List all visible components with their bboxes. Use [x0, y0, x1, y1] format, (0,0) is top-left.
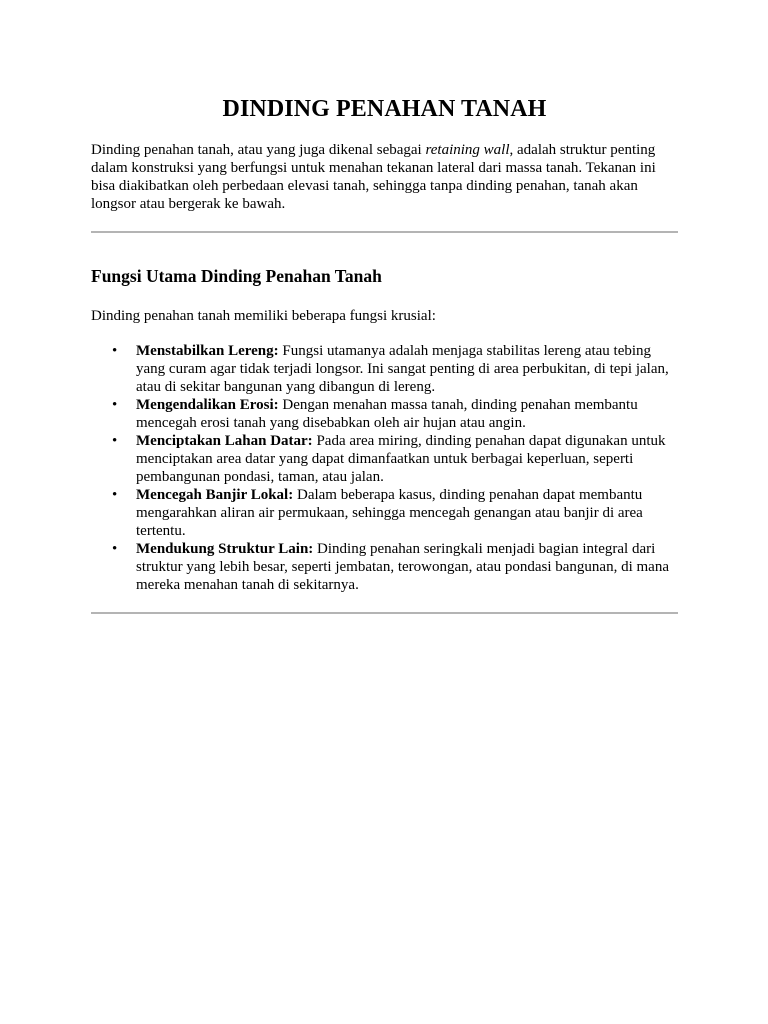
item-term: Menciptakan Lahan Datar: [136, 433, 313, 449]
divider-bottom [91, 612, 678, 614]
item-text: Fungsi utamanya adalah menjaga stabilitas lereng atau tebing yang curam agar tidak terjadi longsor. Ini sangat penting di area perbukitan, di tepi jalan, atau di sekitar bangunan yang dibangun di lereng. [136, 343, 669, 395]
item-term: Menstabilkan Lereng: [136, 343, 279, 359]
divider-top [91, 231, 678, 233]
list-item [91, 396, 678, 432]
bullet-icon: • [112, 397, 118, 413]
bullet-icon: • [112, 433, 118, 449]
intro-text-start: Dinding penahan tanah, atau yang juga dikenal sebagai [91, 142, 426, 158]
intro-paragraph [91, 141, 678, 213]
intro-emphasis: retaining wall [425, 142, 510, 158]
item-term: Mengendalikan Erosi: [136, 397, 279, 413]
list-item [91, 540, 678, 594]
intro-text-end: , adalah struktur penting dalam konstruksi yang berfungsi untuk menahan tekanan lateral dari massa tanah. Tekanan ini bisa diakibatkan oleh perbedaan elevasi tanah, sehingga tanpa dinding penahan, tanah akan longsor atau bergerak ke bawah. [91, 142, 656, 212]
item-text: Dengan menahan massa tanah, dinding penahan membantu mencegah erosi tanah yang disebabkan oleh air hujan atau angin. [136, 397, 638, 431]
bullet-icon: • [112, 487, 118, 503]
item-text: Pada area miring, dinding penahan dapat digunakan untuk menciptakan area datar yang dapat dimanfaatkan untuk berbagai keperluan, seperti pembangunan pondasi, taman, atau jalan. [136, 433, 666, 485]
item-term: Mendukung Struktur Lain: [136, 541, 314, 557]
bullet-icon: • [112, 343, 118, 359]
item-text: Dinding penahan seringkali menjadi bagian integral dari struktur yang lebih besar, seperti jembatan, terowongan, atau pondasi bangunan, di mana mereka menahan tanah di sekitarnya. [136, 541, 669, 593]
list-item [91, 342, 678, 396]
functions-list [91, 342, 678, 594]
bullet-icon: • [112, 541, 118, 557]
item-term: Mencegah Banjir Lokal: [136, 487, 294, 503]
section-heading: Fungsi Utama Dinding Penahan Tanah [91, 266, 382, 286]
document-title: DINDING PENAHAN TANAH [222, 96, 547, 122]
section-lead: Dinding penahan tanah memiliki beberapa fungsi krusial: [91, 308, 436, 324]
list-item [91, 486, 678, 540]
list-item [91, 432, 678, 486]
item-text: Dalam beberapa kasus, dinding penahan dapat membantu mengarahkan aliran air permukaan, sehingga mencegah genangan atau banjir di area tertentu. [136, 487, 643, 539]
